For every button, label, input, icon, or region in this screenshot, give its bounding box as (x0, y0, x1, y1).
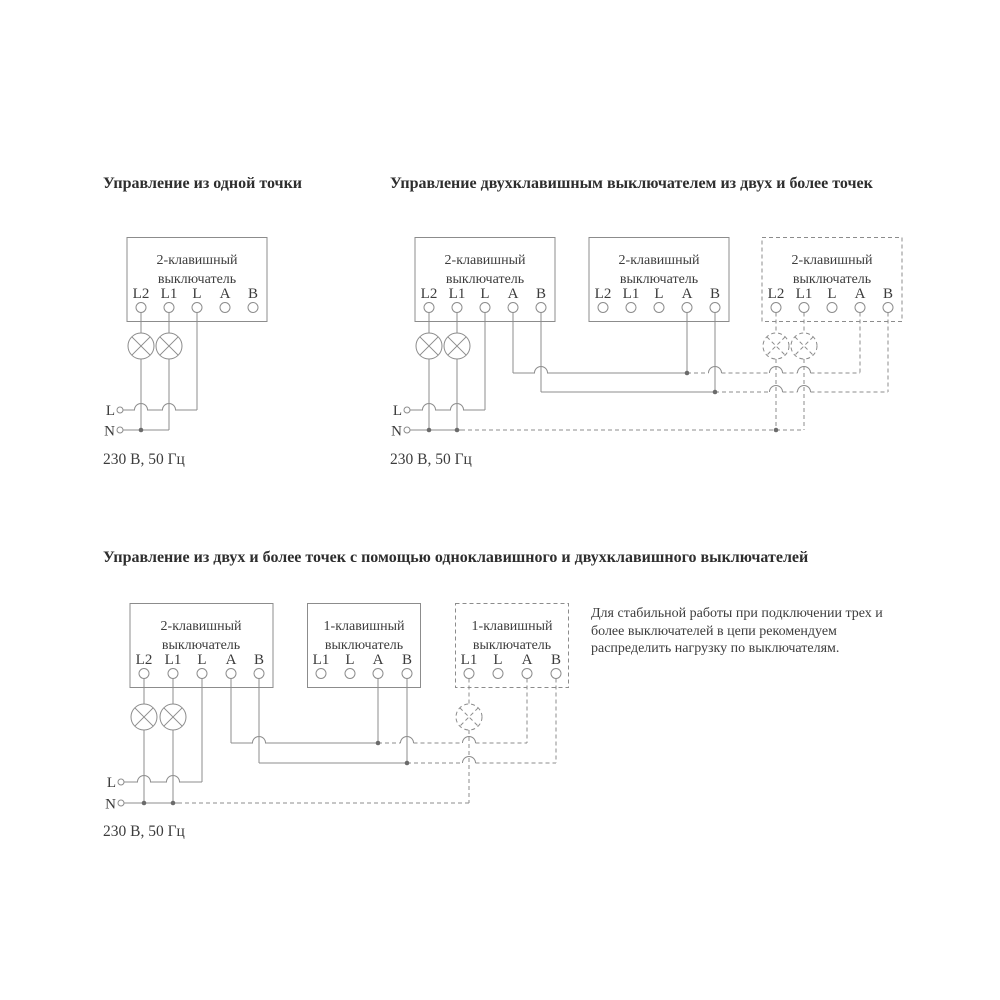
switch-label-line2: выключатель (792, 272, 872, 287)
junction-dot (405, 761, 410, 766)
wire-hops (401, 737, 476, 764)
switch-label-line1: 2-клавишный (791, 253, 873, 268)
l-source-terminal (117, 407, 123, 413)
wires-dashed (461, 313, 888, 431)
terminal-circle (799, 303, 809, 313)
wires-solid (124, 679, 407, 804)
junction-dot (685, 371, 690, 376)
junction-dot (142, 801, 147, 806)
switch-label-line1: 2-клавишный (156, 253, 238, 268)
n-source-terminal (118, 800, 124, 806)
lamp-icon (160, 704, 186, 730)
terminal-label-a: A (225, 652, 237, 668)
lamp-icon (156, 333, 182, 359)
terminal-label-l: L (480, 286, 490, 302)
terminal-label-b: B (535, 286, 547, 302)
terminal-label-l2: L2 (594, 286, 612, 302)
terminal-circle (522, 669, 532, 679)
switch-label-line2: выключатель (157, 272, 237, 287)
terminal-circle (345, 669, 355, 679)
terminal-circle (654, 303, 664, 313)
terminal-label-l: L (654, 286, 664, 302)
terminal-circle (551, 669, 561, 679)
junction-dot (713, 390, 718, 395)
terminal-label-b: B (247, 286, 259, 302)
diagram3-schematic (103, 604, 569, 841)
l-line-label: L (106, 775, 116, 791)
terminal-label-l1: L1 (448, 286, 466, 302)
power-rating-label: 230 В, 50 Гц (103, 823, 185, 840)
l-source-terminal (118, 779, 124, 785)
terminal-circle (883, 303, 893, 313)
terminal-circle (424, 303, 434, 313)
terminal-label-l: L (192, 286, 202, 302)
n-line-label: N (105, 796, 116, 813)
switch-label-line1: 1-клавишный (323, 619, 405, 634)
terminal-label-a: A (854, 286, 866, 302)
lamp-icon-dashed (456, 704, 482, 730)
terminal-circle (136, 303, 146, 313)
terminal-circle (536, 303, 546, 313)
wires-solid (410, 313, 715, 431)
terminal-circle (710, 303, 720, 313)
terminal-circle (168, 669, 178, 679)
wires-solid (123, 313, 197, 431)
switch-label-line1: 2-клавишный (160, 619, 242, 634)
switch-label-line2: выключатель (161, 638, 241, 653)
n-line-label: N (391, 423, 402, 440)
junction-dot (427, 428, 432, 433)
switch-label-line2: выключатель (324, 638, 404, 653)
terminal-label-l2: L2 (132, 286, 150, 302)
terminal-label-a: A (507, 286, 519, 302)
diagram2-schematic (390, 238, 902, 469)
diagram1-schematic (103, 238, 267, 469)
terminal-label-b: B (401, 652, 413, 668)
switch-label-line2: выключатель (472, 638, 552, 653)
l-line-label: L (105, 403, 115, 419)
switch-2key (127, 238, 267, 322)
terminal-circle (139, 669, 149, 679)
terminal-circle (192, 303, 202, 313)
terminal-label-a: A (521, 652, 533, 668)
terminal-circle (402, 669, 412, 679)
n-source-terminal (404, 427, 410, 433)
switch-label-line1: 1-клавишный (471, 619, 553, 634)
terminal-label-l: L (827, 286, 837, 302)
junction-dot (455, 428, 460, 433)
lamp-icon (131, 704, 157, 730)
terminal-circle (598, 303, 608, 313)
terminal-label-l: L (493, 652, 503, 668)
terminal-label-l1: L1 (164, 652, 182, 668)
terminal-circle (197, 669, 207, 679)
switch-label-line1: 2-клавишный (444, 253, 526, 268)
junction-dot (376, 741, 381, 746)
terminal-label-a: A (372, 652, 384, 668)
lamp-icon (444, 333, 470, 359)
terminal-label-l1: L1 (795, 286, 813, 302)
terminal-label-b: B (882, 286, 894, 302)
terminal-label-b: B (253, 652, 265, 668)
terminal-label-l1: L1 (622, 286, 640, 302)
terminal-label-l1: L1 (160, 286, 178, 302)
n-source-terminal (117, 427, 123, 433)
switch-label-line2: выключатель (619, 272, 699, 287)
switch-1key (308, 604, 421, 688)
terminal-label-b: B (709, 286, 721, 302)
junction-dot (774, 428, 779, 433)
terminal-circle (452, 303, 462, 313)
diagram2-title: Управление двухклавишным выключателем из двух и более точек (390, 175, 873, 192)
terminal-circle (626, 303, 636, 313)
wire-hops (709, 367, 811, 393)
lamp-icon (416, 333, 442, 359)
terminal-circle (827, 303, 837, 313)
terminal-circle (508, 303, 518, 313)
terminal-label-a: A (219, 286, 231, 302)
junction-dot (139, 428, 144, 433)
switch-2key-optional (762, 238, 902, 322)
stability-note: Для стабильной работы при подключении трех и более выключателей в цепи рекомендуем распределить нагрузку по выключателям. (591, 606, 883, 656)
l-source-terminal (404, 407, 410, 413)
switch-2key-first (415, 238, 555, 322)
wires-dashed (178, 679, 556, 804)
terminal-circle (493, 669, 503, 679)
switch-2key (130, 604, 273, 688)
terminal-circle (316, 669, 326, 679)
terminal-label-l: L (197, 652, 207, 668)
terminal-circle (248, 303, 258, 313)
diagram1-title: Управление из одной точки (103, 175, 303, 192)
switch-label-line2: выключатель (445, 272, 525, 287)
terminal-circle (164, 303, 174, 313)
terminal-circle (254, 669, 264, 679)
terminal-label-l1: L1 (460, 652, 478, 668)
diagram3-title: Управление из двух и более точек с помощью одноклавишного и двухклавишного выключателей (103, 549, 809, 566)
terminal-label-a: A (681, 286, 693, 302)
junction-dot (171, 801, 176, 806)
lamp-icon (128, 333, 154, 359)
lamp-icon-dashed (791, 333, 817, 359)
lamp-icon-dashed (763, 333, 789, 359)
terminal-circle (682, 303, 692, 313)
switch-1key-optional (456, 604, 569, 688)
terminal-label-l: L (345, 652, 355, 668)
terminal-circle (464, 669, 474, 679)
power-rating-label: 230 В, 50 Гц (103, 451, 185, 468)
power-rating-label: 230 В, 50 Гц (390, 451, 472, 468)
terminal-circle (226, 669, 236, 679)
terminal-circle (771, 303, 781, 313)
terminal-circle (373, 669, 383, 679)
l-line-label: L (392, 403, 402, 419)
terminal-circle (220, 303, 230, 313)
terminal-circle (855, 303, 865, 313)
terminal-label-b: B (550, 652, 562, 668)
terminal-label-l2: L2 (420, 286, 438, 302)
switch-2key-second (589, 238, 729, 322)
terminal-label-l1: L1 (312, 652, 330, 668)
terminal-label-l2: L2 (767, 286, 785, 302)
switch-label-line1: 2-клавишный (618, 253, 700, 268)
terminal-label-l2: L2 (135, 652, 153, 668)
n-line-label: N (104, 423, 115, 440)
terminal-circle (480, 303, 490, 313)
